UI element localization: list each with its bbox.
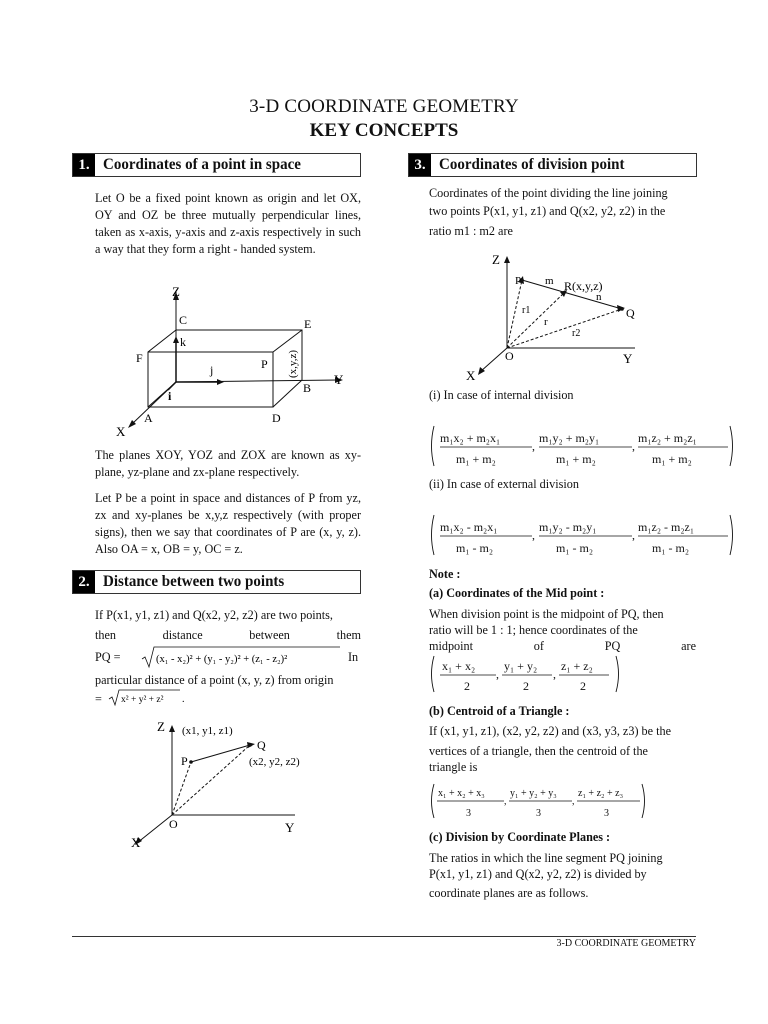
div-n-label: n — [596, 291, 602, 303]
svg-text:m₁ + m₂: m₁ + m₂ — [652, 452, 692, 466]
external-division-formula — [428, 511, 738, 559]
dist-y-label: Y — [285, 820, 295, 835]
svg-text:m₁ + m₂: m₁ + m₂ — [556, 452, 596, 466]
svg-text:,: , — [553, 667, 556, 681]
div-p-label: P — [515, 275, 522, 287]
svg-text:,: , — [532, 439, 535, 453]
midpoint-heading: (a) Coordinates of the Mid point : — [429, 586, 605, 600]
dist-p-coord: (x1, y1, z1) — [182, 725, 233, 737]
note-heading: Note : — [429, 567, 461, 581]
div-r2-label: r2 — [572, 328, 581, 339]
section-2-header — [72, 570, 361, 594]
internal-division-label: (i) In case of internal division — [429, 388, 574, 402]
svg-text:m₁z₂ - m₂z₁: m₁z₂ - m₂z₁ — [638, 520, 695, 534]
svg-text:m₁x₂ - m₂x₁: m₁x₂ - m₂x₁ — [440, 520, 498, 534]
dist-p-label: P — [181, 754, 188, 768]
section-2-line-4: particular distance of a point (x, y, z) from origin — [95, 673, 334, 687]
planes-text-b: P(x1, y1, z1) and Q(x2, y2, z2) is divided by — [429, 867, 647, 881]
svg-text:z₁ + z₂: z₁ + z₂ — [561, 659, 593, 673]
midpoint-text-c — [429, 638, 696, 655]
dist-o-label: O — [169, 817, 178, 831]
distance-formula — [140, 645, 342, 669]
word-are: are — [681, 639, 696, 653]
centroid-text-c: triangle is — [429, 760, 478, 774]
box-y-label: Y — [334, 372, 344, 387]
section-3-header — [408, 153, 697, 177]
box-p-label: P — [261, 357, 268, 371]
svg-text:2: 2 — [580, 679, 586, 693]
svg-text:y₁ + y₂ + y₃: y₁ + y₂ + y₃ — [510, 788, 557, 799]
box-f-label: F — [136, 351, 143, 365]
section-1-title: Coordinates of a point in space — [103, 156, 301, 173]
svg-text:m₁ - m₂: m₁ - m₂ — [456, 541, 494, 555]
dist-x-label: X — [131, 835, 141, 850]
section-2-line-2 — [95, 627, 361, 644]
svg-text:m₁ - m₂: m₁ - m₂ — [652, 541, 690, 555]
box-z-label: Z — [172, 284, 180, 299]
svg-text:m₁y₂ + m₂y₁: m₁y₂ + m₂y₁ — [539, 431, 600, 445]
svg-text:,: , — [632, 528, 635, 542]
svg-text:m₁y₂ - m₂y₁: m₁y₂ - m₂y₁ — [539, 520, 597, 534]
section-2-line-1: If P(x1, y1, z1) and Q(x2, y2, z2) are two points, — [95, 608, 333, 622]
svg-text:m₁x₂ + m₂x₁: m₁x₂ + m₂x₁ — [440, 431, 501, 445]
svg-text:3: 3 — [536, 808, 541, 819]
svg-text:3: 3 — [466, 808, 471, 819]
word-between: between — [249, 628, 290, 642]
section-2-title: Distance between two points — [103, 573, 285, 590]
section-1-para-3: Let P be a point in space and distances of P from yz, zx and xy-planes be x,y,z respectively (with proper signs), then we say that coordinates of P are (x, y, z). Also OA = x, OB = y, OC = z. — [95, 491, 361, 556]
box-k-label: k — [180, 335, 186, 349]
origin-distance-formula — [108, 688, 188, 708]
svg-text:2: 2 — [464, 679, 470, 693]
word-midpoint: midpoint — [429, 639, 474, 653]
section-1-para-1: Let O be a fixed point known as origin and let OX, OY and OZ be three mutually perpendicular lines, taken as x-axis, y-axis and z-axis respectively in such a way that they form a right - handed system. — [95, 191, 361, 256]
footer-divider — [72, 936, 696, 937]
word-pq: PQ — [604, 639, 621, 653]
footer-text: 3-D COORDINATE GEOMETRY — [556, 938, 696, 949]
word-distance: distance — [162, 628, 203, 642]
div-r-label: r — [544, 316, 548, 328]
page-title: 3-D COORDINATE GEOMETRY — [249, 96, 519, 117]
svg-text:y₁ + y₂: y₁ + y₂ — [504, 659, 538, 673]
midpoint-formula — [428, 654, 624, 696]
svg-text:,: , — [532, 528, 535, 542]
svg-text:z₁ + z₂ + z₃: z₁ + z₂ + z₃ — [578, 788, 624, 799]
svg-text:m₁z₂ + m₂z₁: m₁z₂ + m₂z₁ — [638, 431, 697, 445]
pq-label: PQ = — [95, 650, 121, 664]
internal-division-formula — [428, 422, 738, 470]
section-1-header — [72, 153, 361, 177]
section-3-intro-c: ratio m1 : m2 are — [429, 224, 513, 238]
midpoint-text-a: When division point is the midpoint of PQ, then — [429, 607, 664, 621]
distance-figure — [125, 715, 325, 855]
section-1-number: 1. — [73, 154, 95, 176]
box-c-label: C — [179, 313, 188, 327]
dist-q-coord: (x2, y2, z2) — [249, 756, 300, 768]
planes-heading: (c) Division by Coordinate Planes : — [429, 830, 611, 844]
box-e-label: E — [304, 317, 312, 331]
section-3-number: 3. — [409, 154, 431, 176]
div-m-label: m — [545, 275, 554, 287]
div-x-label: X — [466, 368, 476, 383]
svg-text:.: . — [182, 694, 185, 705]
box-d-label: D — [272, 411, 281, 425]
svg-text:,: , — [632, 439, 635, 453]
svg-text:,: , — [572, 796, 575, 807]
svg-text:3: 3 — [604, 808, 609, 819]
svg-text:m₁ + m₂: m₁ + m₂ — [456, 452, 496, 466]
word-them: them — [336, 628, 361, 642]
svg-text:x₁ + x₂ + x₃: x₁ + x₂ + x₃ — [438, 788, 485, 799]
word-then: then — [95, 628, 116, 642]
division-figure — [460, 250, 660, 385]
dist-q-label: Q — [257, 738, 266, 752]
planes-text-a: The ratios in which the line segment PQ joining — [429, 851, 663, 865]
div-r1-label: r1 — [522, 305, 531, 316]
section-3-intro-b: two points P(x1, y1, z1) and Q(x2, y2, z2) in the — [429, 204, 666, 218]
svg-text:2: 2 — [523, 679, 529, 693]
planes-text-c: coordinate planes are as follows. — [429, 886, 589, 900]
equals-sign: = — [95, 692, 102, 706]
svg-text:(x₁ - x₂)² + (y₁ - y₂)² + (z₁: (x₁ - x₂)² + (y₁ - y₂)² + (z₁ - z₂)² — [156, 654, 288, 665]
centroid-formula — [428, 782, 650, 822]
section-1-para-2: The planes XOY, YOZ and ZOX are known as xy-plane, yz-plane and zx-plane respectively. — [95, 448, 361, 479]
midpoint-text-b: ratio will be 1 : 1; hence coordinates of the — [429, 623, 638, 637]
section-3-intro-a: Coordinates of the point dividing the line joining — [429, 186, 668, 200]
section-2-number: 2. — [73, 571, 95, 593]
box-b-label: B — [303, 381, 312, 395]
box-i-label: i — [168, 389, 172, 403]
div-o-label: O — [505, 349, 514, 363]
coordinate-box-figure — [110, 282, 360, 442]
dist-z-label: Z — [157, 719, 165, 734]
div-r-point-label: R(x,y,z) — [564, 279, 603, 293]
svg-text:x² + y² + z²: x² + y² + z² — [121, 695, 164, 705]
div-y-label: Y — [623, 351, 633, 366]
external-division-label: (ii) In case of external division — [429, 477, 579, 491]
svg-text:,: , — [496, 667, 499, 681]
word-of: of — [533, 639, 544, 653]
svg-text:m₁ - m₂: m₁ - m₂ — [556, 541, 594, 555]
svg-text:,: , — [504, 796, 507, 807]
div-q-label: Q — [626, 306, 635, 320]
centroid-heading: (b) Centroid of a Triangle : — [429, 704, 570, 718]
svg-text:x₁ + x₂: x₁ + x₂ — [442, 659, 476, 673]
div-z-label: Z — [492, 252, 500, 267]
box-j-label: j — [210, 363, 214, 377]
box-x-label: X — [116, 424, 126, 439]
section-3-title: Coordinates of division point — [439, 156, 625, 173]
page-subtitle: KEY CONCEPTS — [309, 120, 459, 141]
centroid-text-a: If (x1, y1, z1), (x2, y2, z2) and (x3, y3, z3) be the — [429, 724, 671, 738]
box-xyz-label: (x,y,z) — [287, 350, 299, 378]
box-a-label: A — [144, 411, 153, 425]
centroid-text-b: vertices of a triangle, then the centroid of the — [429, 744, 648, 758]
word-in: In — [348, 650, 359, 664]
